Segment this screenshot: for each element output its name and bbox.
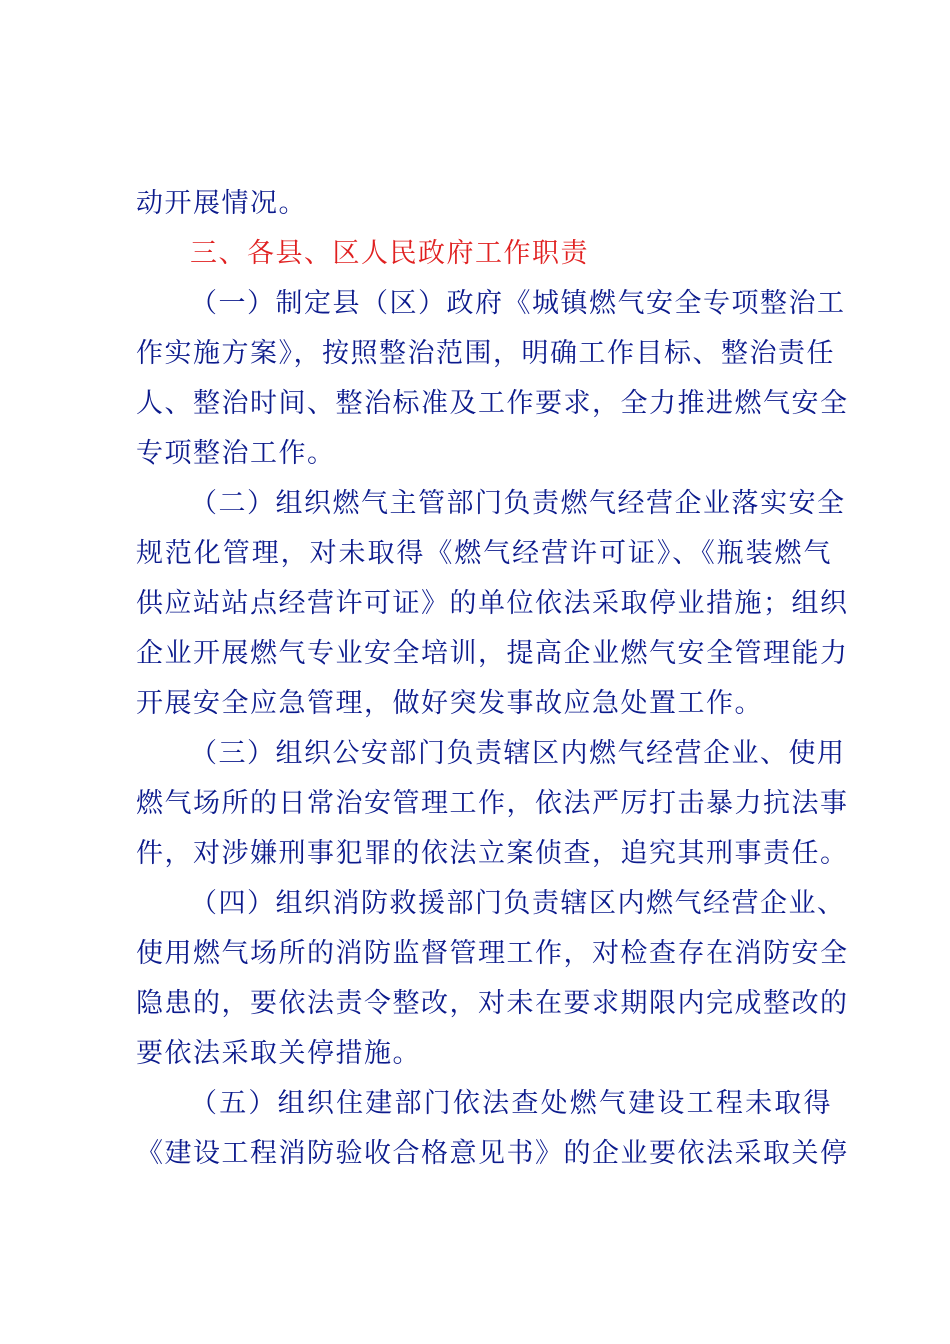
text-line: （五）组织住建部门依法查处燃气建设工程未取得 (190, 1088, 832, 1119)
text-line: 件，对涉嫌刑事犯罪的依法立案侦查，追究其刑事责任。 (136, 838, 849, 869)
text-line: 供应站站点经营许可证》的单位依法采取停业措施；组织 (136, 588, 849, 619)
section-heading (136, 229, 832, 279)
text-line: 要依法采取关停措施。 (136, 1038, 421, 1069)
text-line: 专项整治工作。 (136, 438, 336, 469)
paragraph-item-5 (136, 1079, 849, 1179)
text-line: （二）组织燃气主管部门负责燃气经营企业落实安全 (190, 488, 846, 519)
paragraph-item-3 (136, 729, 849, 879)
document-body (136, 179, 849, 1179)
text-line: 《建设工程消防验收合格意见书》的企业要依法采取关停 (136, 1138, 849, 1169)
text-line: 开展安全应急管理，做好突发事故应急处置工作。 (136, 688, 763, 719)
paragraph-item-2 (136, 479, 849, 729)
heading-text: 三、各县、区人民政府工作职责 (190, 238, 589, 269)
paragraph-item-4 (136, 879, 849, 1079)
paragraph-item-1 (136, 279, 849, 479)
paragraph-continuation (136, 179, 832, 229)
text-line: 人、整治时间、整治标准及工作要求，全力推进燃气安全 (136, 388, 849, 419)
text-line: （一）制定县（区）政府《城镇燃气安全专项整治工 (190, 288, 846, 319)
text-line: 规范化管理，对未取得《燃气经营许可证》、《瓶装燃气 (136, 538, 832, 569)
text-line: 燃气场所的日常治安管理工作，依法严厉打击暴力抗法事 (136, 788, 849, 819)
text-line: （三）组织公安部门负责辖区内燃气经营企业、使用 (190, 738, 846, 769)
text-line: 企业开展燃气专业安全培训，提高企业燃气安全管理能力 (136, 638, 849, 669)
text-line: 使用燃气场所的消防监督管理工作，对检查存在消防安全 (136, 938, 849, 969)
text-line: 动开展情况。 (136, 188, 307, 219)
text-line: 隐患的，要依法责令整改，对未在要求期限内完成整改的 (136, 988, 849, 1019)
text-line: （四）组织消防救援部门负责辖区内燃气经营企业、 (190, 888, 846, 919)
text-line: 作实施方案》，按照整治范围，明确工作目标、整治责任 (136, 338, 835, 369)
